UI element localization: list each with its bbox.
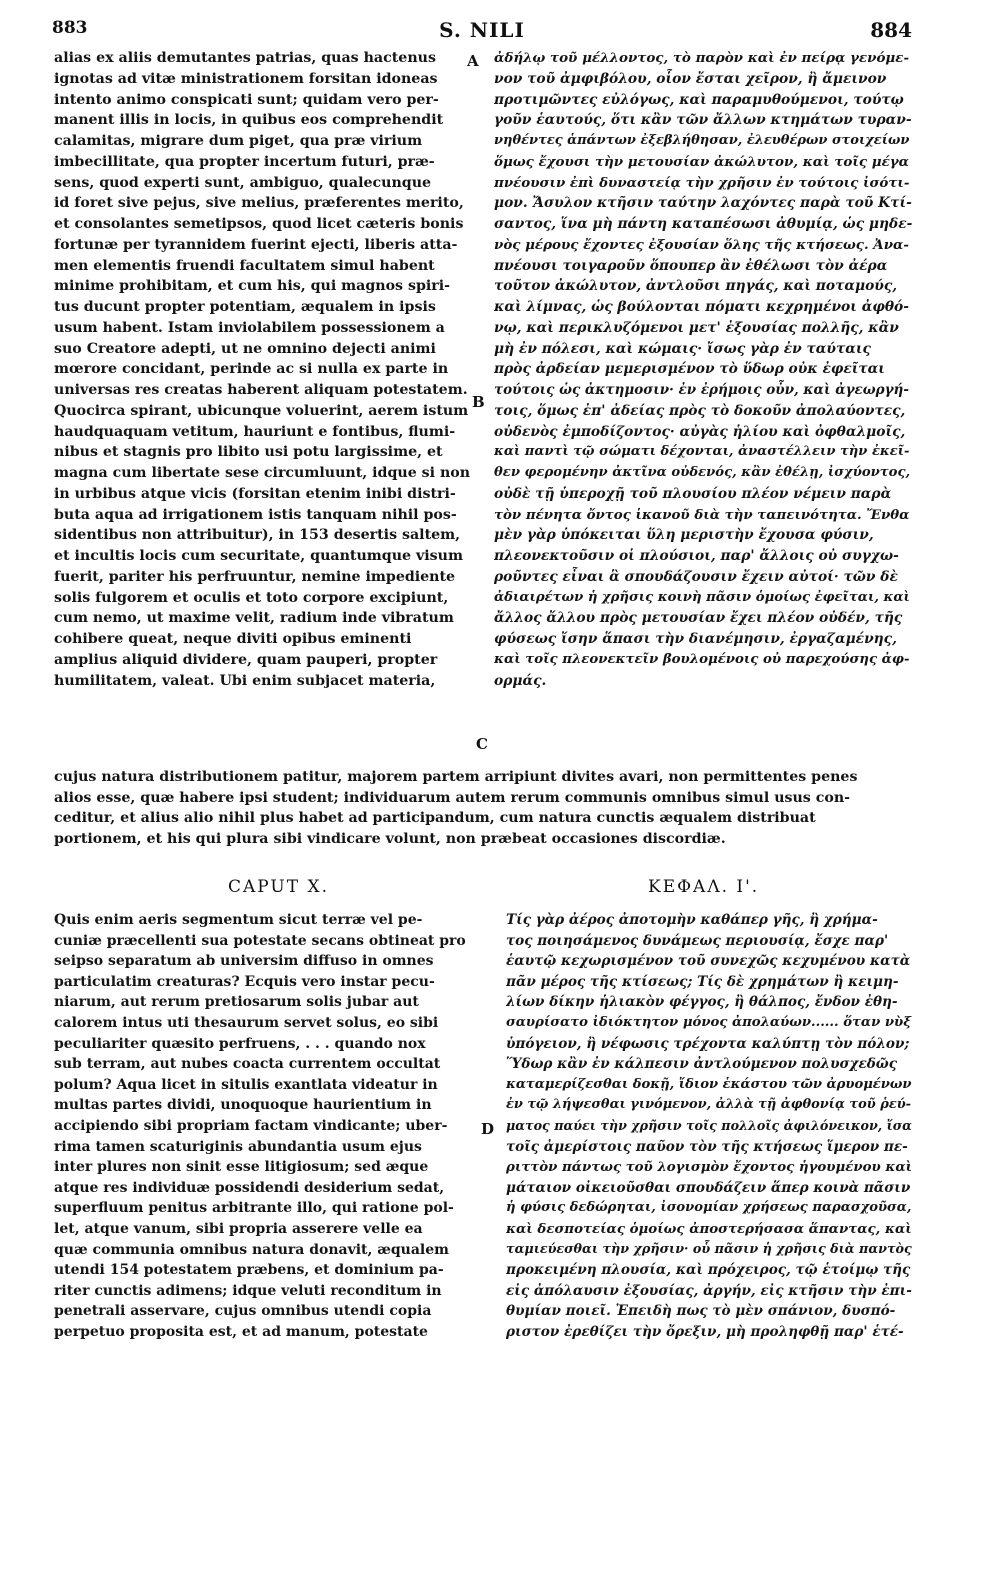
text-line: καὶ δεσποτείας ὁμοίως ἀποστερήσασα ἅπαντας, καὶ [506, 1220, 912, 1237]
text-line: ἑαυτῷ κεχωρισμένον τοῦ συνεχῶς κεχυμένου κατὰ [506, 953, 911, 970]
greek-column-chapter [506, 910, 916, 1342]
text-line: νηθέντες ἁπάντων ἐξεβλήθησαν, ἐλευθέρων στοιχείων [494, 133, 910, 148]
text-line: superfluum penitus arbitrante illo, qui ratione pol- [54, 1200, 454, 1217]
text-line: sens, quod experti sunt, ambiguo, qualecunque [54, 174, 432, 191]
text-line: τος ποιησάμενος δυνάμεως περιουσίᾳ, ἔσχε παρ' [506, 932, 889, 949]
text-line: λίων δίκην ἡλιακὸν φέγγος, ἢ θάλπος, ἔνδον ἐθη- [506, 994, 898, 1011]
text-line: τούτοις ὡς ἀκτημοσιν· ἐν ἐρήμοις οὖν, καὶ ἀγεωργή- [494, 382, 909, 398]
text-line: τοῖς ἀμερίστοις παῦον τὸν τῆς κτήσεως ἵμερον πε- [506, 1138, 908, 1155]
margin-letter-a: A [467, 52, 479, 70]
text-line: Quis enim aeris segmentum sicut terræ vel pe- [54, 912, 423, 928]
text-line: let, atque vanum, sibi propria asserere velle ea [54, 1220, 423, 1237]
text-line: σαυρίσατο ἰδιόκτητον μόνος ἀπολαύων...... ὅταν νὺξ [506, 1014, 912, 1030]
text-line: minime prohibitam, et cum his, qui magnos spiri- [54, 278, 451, 295]
text-line: sub terram, aut nubes coacta currentem occultat [54, 1056, 441, 1073]
text-line: οὐδὲ τῇ ὑπεροχῇ τοῦ πλουσίου πλέον νέμειν παρὰ [494, 485, 892, 502]
text-line: ἄλλος ἄλλου πρὸς μετουσίαν ἔχει πλέον οὐδέν, τῆς [494, 610, 903, 627]
text-line: id foret sive pejus, sive melius, præferentes merito, [54, 195, 464, 212]
text-line: ριστον ἐρεθίζει τὴν ὄρεξιν, μὴ προληφθῇ παρ' ἑτέ- [506, 1323, 904, 1340]
text-line: magna cum libertate sese circumluunt, idque si non [54, 465, 471, 481]
running-header [52, 18, 912, 42]
text-line: θεν φερομένην ἀκτῖνα οὐδενός, κἂν ἐθέλῃ, ἰσχύοντος, [494, 465, 911, 480]
text-line: amplius aliquid dividere, quam pauperi, propter [54, 651, 438, 668]
text-line: ἀδιαιρέτων ἡ χρῆσις κοινὴ πᾶσιν ὁμοίως ἐφεῖται, καὶ [494, 589, 910, 605]
text-line: ὑπόγειον, ἢ νέφωσις τρέχοντα καλύπτῃ τὸν πόλον; [506, 1035, 910, 1052]
text-line: πᾶν μέρος τῆς κτίσεως; Τίς δὲ χρημάτων ἢ κειμη- [506, 973, 899, 990]
text-line: Ὕδωρ κἂν ἐν κάλπεσιν ἀντλούμενον πολυσχεδῶς [506, 1056, 898, 1073]
text-line: calamitas, migrare dum piget, qua præ virium [54, 133, 423, 149]
text-line: μὴ ἐν πόλεσι, καὶ κώμαις· ἴσως γὰρ ἐν ταύταις [494, 340, 871, 357]
text-line: πλεονεκτοῦσιν οἱ πλούσιοι, παρ' ἄλλοις οὐ συγχω- [494, 548, 899, 564]
text-line: σαντος, ἵνα μὴ πάντη καταπέσωσι ἀθυμίᾳ, ὡς μηδε- [494, 216, 913, 232]
text-line: νον τοῦ ἀμφιβόλου, οἷον ἔσται χεῖρον, ἢ ἄμεινον [494, 70, 887, 87]
text-line: εἰς ἀπόλαυσιν ἐξουσίας, ἀργήν, εἰς κτῆσιν τὴν ἐπι- [506, 1282, 912, 1299]
text-line: ceditur, et alius alio nihil plus habet ad participandum, cum natura cunctis æqualem distribuat [54, 810, 816, 826]
text-line: suo Creatore adepti, ut ne omnino dejecti animi [54, 340, 436, 357]
text-line: humilitatem, valeat. Ubi enim subjacet materia, [54, 672, 436, 689]
text-line: ignotas ad vitæ ministrationem forsitan idoneas [54, 70, 438, 87]
greek-column-top [494, 48, 914, 691]
text-line: ορμάς. [494, 672, 547, 689]
text-line: ταμιεύεσθαι τὴν χρῆσιν· οὗ πᾶσιν ἡ χρῆσις διὰ παντὸς [506, 1241, 912, 1257]
text-line: accipiendo sibi propriam factam vindicante; uber- [54, 1117, 448, 1134]
chapter-heading-latin: CAPUT X. [228, 877, 329, 897]
text-line: in urbibus atque vicis (forsitan etenim inibi distri- [54, 485, 456, 502]
text-line: cujus natura distributionem patitur, majorem partem arripiunt divites avari, non permittentes penes [54, 769, 858, 785]
text-line: νὸς μέρους ἔχοντες ἐξουσίαν ὅλης τῆς κτήσεως. Ἀνα- [494, 236, 909, 253]
text-line: seipso separatum ab universim diffuso in omnes [54, 953, 434, 970]
text-line: inter plures non sinit esse litigiosum; sed æque [54, 1159, 429, 1176]
text-line: usum habent. Istam inviolabilem possessionem a [54, 319, 445, 336]
right-page-number: 884 [870, 18, 912, 42]
text-line: et incultis locis cum securitate, quantumque visum [54, 548, 463, 564]
text-line: προτιμῶντες εὐλόγως, καὶ παραμυθούμενοι, τούτῳ [494, 91, 904, 108]
text-line: ριττὸν πάντως τοῦ λογισμὸν ἔχοντος ἡγουμένου καὶ [506, 1159, 913, 1176]
text-line: Quocirca spirant, ubicunque voluerint, aerem istum [54, 402, 469, 419]
text-line: multas partes dividi, unoquoque haurientium in [54, 1097, 432, 1114]
text-line: manent illis in locis, in quibus eos comprehendit [54, 112, 444, 129]
text-line: calorem intus uti thesaurum servet solus, eo sibi [54, 1014, 439, 1031]
text-line: particulatim creaturas? Ecquis vero instar pecu- [54, 973, 435, 990]
text-line: θυμίαν ποιεῖ. Ἐπειδὴ πως τὸ μὲν σπάνιον, δυσπό- [506, 1303, 896, 1320]
text-line: niarum, aut rerum pretiosarum solis jubar aut [54, 994, 419, 1011]
text-line: καὶ παντὶ τῷ σώματι δέχονται, ἀναστέλλειν τὴν ἐκεῖ- [494, 444, 910, 460]
text-line: quæ communia omnibus natura donavit, æqualem [54, 1241, 449, 1258]
text-line: et consolantes semetipsos, quod licet cæteris bonis [54, 216, 464, 232]
latin-column-chapter [54, 910, 474, 1342]
text-line: πρὸς ἀρδείαν μεμερισμένον τὸ ὕδωρ οὐκ ἐφεῖται [494, 361, 885, 378]
text-line: ἡ φύσις δεδώρηται, ἰσονομίαν χρήσεως παρασχοῦσα, [506, 1200, 912, 1216]
text-line: utendi 154 potestatem præbens, et dominium pa- [54, 1262, 444, 1279]
text-line: cum nemo, ut maxime velit, radium inde vibratum [54, 610, 454, 627]
text-line: sidentibus non attribuitur), in 153 desertis saltem, [54, 527, 461, 544]
text-line: atque res individuæ possidendi desiderium sedat, [54, 1179, 445, 1196]
text-line: rima tamen scaturiginis abundantia usum ejus [54, 1138, 422, 1155]
text-line: men elementis fruendi facultatem simul habent [54, 257, 435, 274]
text-line: alias ex aliis demutantes patrias, quas hactenus [54, 50, 436, 66]
text-line: νῳ, καὶ περικλυζόμενοι μετ' ἐξουσίας πολλῆς, κἂν [494, 319, 899, 336]
margin-letter-d: D [481, 1120, 495, 1138]
text-line: ὅμως ἔχουσι τὴν μετουσίαν ἀκώλυτον, καὶ τοῖς μέγα [494, 153, 910, 170]
text-line: mœrore concidant, perinde ac si nulla ex parte in [54, 361, 449, 378]
text-line: μὲν γὰρ ὑπόκειται ὕλη μεριστὴν ἔχουσα φύσιν, [494, 527, 874, 544]
running-title: S. NILI [439, 18, 525, 42]
text-line: ροῦντες εἶναι ἃ σπουδάζουσιν ἔχειν αὐτοί· τῶν δὲ [494, 568, 898, 585]
text-line: alios esse, quæ habere ipsi student; individuarum autem rerum communis omnibus simul usus con- [54, 789, 851, 806]
text-line: καὶ τοῖς πλεονεκτεῖν βουλομένοις οὐ παρεχούσης ἀφ- [494, 651, 910, 667]
text-line: τοις, ὅμως ἐπ' ἀδείας πρὸς τὸ δοκοῦν ἀπολαύοντες, [494, 402, 906, 419]
text-line: πνέουσι τοιγαροῦν ὅπουπερ ἂν ἐθέλωσι τὸν ἀέρα [494, 257, 888, 274]
text-line: haudquaquam vetitum, hauriunt e fontibus, flumi- [54, 423, 456, 440]
text-line: γοῦν ἑαυτούς, ὅτι κἂν τῶν ἄλλων κτημάτων τυραν- [494, 112, 912, 129]
margin-letter-c: C [476, 735, 488, 753]
text-line: penetrali asservare, cujus omnibus utendi copia [54, 1303, 432, 1320]
text-line: fuerit, pariter his perfruuntur, nemine impediente [54, 568, 456, 585]
chapter-heading-greek: ΚΕΦΑΛ. Ι'. [648, 877, 760, 897]
text-line: φύσεως ἴσην ἅπασι τὴν διανέμησιν, ἐργαζαμένης, [494, 631, 897, 647]
text-line: universas res creatas haberent aliquam potestatem. [54, 382, 468, 398]
text-line: τοῦτον ἀκώλυτον, ἀντλοῦσι πηγάς, καὶ ποταμούς, [494, 278, 898, 295]
latin-column-top [54, 48, 484, 691]
margin-letter-b: B [472, 393, 485, 411]
text-line: intento animo conspicati sunt; quidam vero per- [54, 91, 439, 108]
text-line: perpetuo proposita est, et ad manum, potestate [54, 1323, 428, 1340]
text-line: πνέουσιν ἐπὶ δυναστείᾳ τὴν χρῆσιν ἐν τούτοις ἰσότι- [494, 174, 910, 191]
text-line: imbecillitate, qua propter incertum futuri, præ- [54, 153, 435, 170]
text-line: προκειμένη πλουσία, καὶ πρόχειρος, τῷ ἑτοίμῳ τῆς [506, 1262, 911, 1279]
text-line: μον. Ἄσυλον κτῆσιν ταύτην λαχόντες παρὰ τοῦ Κτί- [494, 195, 912, 212]
text-line: solis fulgorem et oculis et toto corpore excipiunt, [54, 589, 449, 606]
text-line: riter cunctis adimens; idque veluti reconditum in [54, 1282, 442, 1299]
text-line: nibus et stagnis pro libito usi potu largissime, et [54, 444, 443, 461]
text-line: τὸν πένητα ὄντος ἱκανοῦ διὰ τὴν ταπεινότητα. Ἔνθα [494, 506, 910, 523]
text-line: tus ducunt propter potentiam, æqualem in ipsis [54, 299, 436, 315]
text-line: polum? Aqua licet in situlis exantlata videatur in [54, 1076, 438, 1093]
text-line: Τίς γὰρ ἀέρος ἀποτομὴν καθάπερ γῆς, ἢ χρήμα- [506, 912, 878, 928]
text-line: buta aqua ad irrigationem istis tanquam nihil pos- [54, 506, 457, 523]
text-line: cohibere queat, neque diviti opibus eminenti [54, 631, 412, 647]
left-page-number: 883 [52, 18, 88, 38]
text-line: ματος παύει τὴν χρῆσιν τοῖς πολλοῖς ἀφιλόνεικον, ἴσα [506, 1117, 912, 1133]
text-line: peculiariter quæsito perfruens, . . . quando nox [54, 1035, 426, 1052]
text-line: καταμερίζεσθαι δοκῇ, ἴδιον ἑκάστου τῶν ἀρυομένων [506, 1076, 912, 1092]
text-line: fortunæ per tyrannidem fuerint ejecti, liberis atta- [54, 236, 458, 253]
text-line: καὶ λίμνας, ὡς βούλονται πόματι κεχρημένοι ἀφθό- [494, 299, 909, 315]
text-line: οὐδενὸς ἐμποδίζοντος· αὐγὰς ἡλίου καὶ ὀφθαλμοῖς, [494, 423, 906, 440]
text-line: ἐν τῷ λήψεσθαι γινόμενον, ἀλλὰ τῇ ἀφθονίᾳ τοῦ ῥεύ- [506, 1097, 912, 1113]
text-line: portionem, et his qui plura sibi vindicare volunt, non præbeat occasiones discordiæ. [54, 830, 726, 847]
text-line: ἀδήλῳ τοῦ μέλλοντος, τὸ παρὸν καὶ ἐν πείρᾳ γενόμε- [494, 50, 910, 66]
text-line: μάταιον οἰκειοῦσθαι σπουδάζειν ἅπερ κοινὰ πᾶσιν [506, 1179, 911, 1196]
text-line: cuniæ præcellenti sua potestate secans obtineat pro [54, 932, 466, 949]
latin-full-width-continuation [54, 767, 914, 849]
